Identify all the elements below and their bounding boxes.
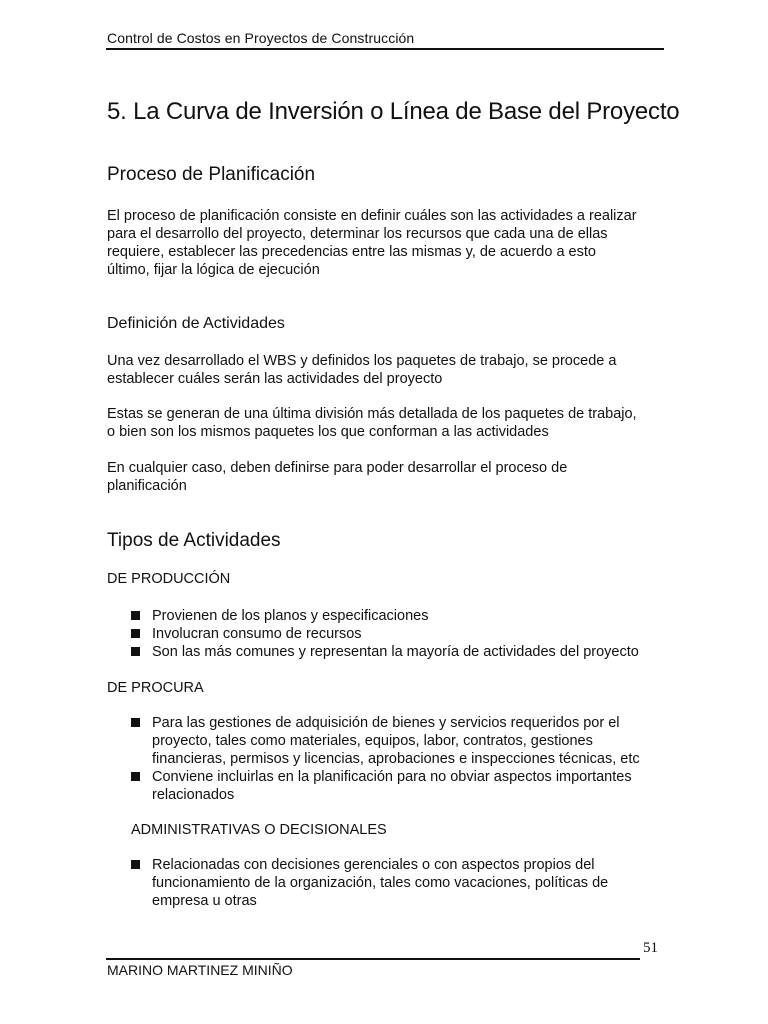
text-line: requiere, establecer las precedencias entre las mismas y, de acuerdo a esto bbox=[107, 244, 596, 260]
footer-rule bbox=[106, 958, 640, 960]
subsection-label-procura: DE PROCURA bbox=[107, 680, 204, 696]
list-item bbox=[130, 856, 670, 910]
text-line: proyecto, tales como materiales, equipos, labor, contratos, gestiones bbox=[152, 733, 593, 749]
text-line: o bien son los mismos paquetes los que conforman a las actividades bbox=[107, 424, 549, 440]
text-line: Provienen de los planos y especificaciones bbox=[152, 608, 429, 624]
square-bullet-icon bbox=[131, 611, 140, 620]
running-header: Control de Costos en Proyectos de Construcción bbox=[107, 30, 415, 46]
text-line: En cualquier caso, deben definirse para poder desarrollar el proceso de bbox=[107, 460, 568, 476]
bullet-list-produccion bbox=[130, 607, 670, 661]
text-line: Conviene incluirlas en la planificación para no obviar aspectos importantes bbox=[152, 769, 632, 785]
text-line: El proceso de planificación consiste en definir cuáles son las actividades a realizar bbox=[107, 208, 637, 224]
text-line: Estas se generan de una última división más detallada de los paquetes de trabajo, bbox=[107, 406, 637, 422]
subsection-label-produccion: DE PRODUCCIÓN bbox=[107, 571, 231, 587]
paragraph-definicion-3 bbox=[107, 459, 667, 495]
text-line: Para las gestiones de adquisición de bienes y servicios requeridos por el bbox=[152, 715, 620, 731]
bullet-list-administrativas bbox=[130, 856, 670, 910]
text-line: funcionamiento de la organización, tales como vacaciones, políticas de bbox=[152, 875, 609, 891]
square-bullet-icon bbox=[131, 860, 140, 869]
square-bullet-icon bbox=[131, 647, 140, 656]
text-line: relacionados bbox=[152, 787, 235, 803]
text-line: último, fijar la lógica de ejecución bbox=[107, 262, 320, 278]
bullet-list-procura bbox=[130, 714, 670, 804]
text-line: Relacionadas con decisiones gerenciales o con aspectos propios del bbox=[152, 857, 595, 873]
text-line: establecer cuáles serán las actividades del proyecto bbox=[107, 371, 443, 387]
list-item bbox=[130, 607, 670, 625]
text-line: planificación bbox=[107, 478, 187, 494]
text-line: financieras, permisos y licencias, aprobaciones e inspecciones técnicas, etc bbox=[152, 751, 640, 767]
text-line: empresa u otras bbox=[152, 893, 257, 909]
footer-author: MARINO MARTINEZ MINIÑO bbox=[107, 962, 293, 978]
chapter-title: 5. La Curva de Inversión o Línea de Base del Proyecto bbox=[107, 98, 680, 125]
section-heading-planificacion: Proceso de Planificación bbox=[107, 164, 316, 185]
square-bullet-icon bbox=[131, 772, 140, 781]
section-heading-definicion: Definición de Actividades bbox=[107, 315, 285, 332]
paragraph-definicion-2 bbox=[107, 405, 667, 441]
subsection-label-administrativas: ADMINISTRATIVAS O DECISIONALES bbox=[131, 822, 387, 838]
paragraph-planificacion bbox=[107, 207, 667, 279]
square-bullet-icon bbox=[131, 629, 140, 638]
square-bullet-icon bbox=[131, 718, 140, 727]
page-number: 51 bbox=[643, 940, 658, 956]
text-line: para el desarrollo del proyecto, determinar los recursos que cada una de ellas bbox=[107, 226, 608, 242]
header-rule bbox=[106, 48, 664, 50]
list-item bbox=[130, 768, 670, 804]
text-line: Involucran consumo de recursos bbox=[152, 626, 362, 642]
list-item bbox=[130, 625, 670, 643]
list-item bbox=[130, 714, 670, 768]
paragraph-definicion-1 bbox=[107, 352, 667, 388]
text-line: Son las más comunes y representan la mayoría de actividades del proyecto bbox=[152, 644, 639, 660]
list-item bbox=[130, 643, 670, 661]
text-line: Una vez desarrollado el WBS y definidos los paquetes de trabajo, se procede a bbox=[107, 353, 617, 369]
section-heading-tipos: Tipos de Actividades bbox=[107, 530, 281, 551]
